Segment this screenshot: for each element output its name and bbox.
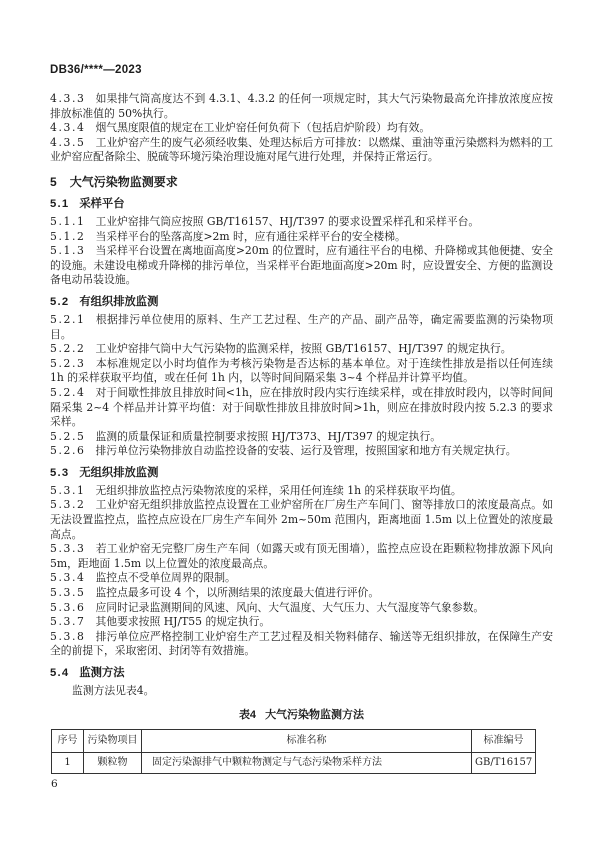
table-header-cell-pollutant: 污染物项目 — [84, 729, 142, 752]
clause-text: 排污单位污染物排放自动监控设备的安装、运行及管理，按照国家和地方有关规定执行。 — [95, 444, 517, 458]
clause-text: 工业炉窑产生的废气必须经收集、处理达标后方可排放：以燃煤、重油等重污染燃料为燃料的工业炉窑应配备除尘、脱硫等环境污染治理设施对尾气进行处理，并保持正常运行。 — [50, 135, 553, 164]
clause-text: 监测的质量保证和质量控制要求按照 HJ/T373、HJ/T397 的规定执行。 — [95, 429, 442, 443]
clause-5-3-2 — [50, 498, 553, 542]
clause-5-2-6 — [50, 444, 553, 459]
clause-number: 5.2.4 — [50, 385, 86, 399]
table-header-cell-standard-code: 标准编号 — [472, 729, 536, 752]
table-header-cell-standard-name: 标准名称 — [142, 729, 472, 752]
clause-text: 其他要求按照 HJ/T55 的规定执行。 — [95, 615, 271, 629]
heading-title: 大气污染物监测要求 — [69, 174, 178, 189]
clause-number: 4.3.4 — [50, 121, 86, 135]
clause-5-3-6 — [50, 601, 553, 616]
clause-5-2-2 — [50, 342, 553, 357]
table-header-cell-index: 序号 — [52, 729, 84, 752]
clause-text: 本标准规定以小时均值作为考核污染物是否达标的基本单位。对于连续性排放是指以任何连续 1h 的采样获取平均值，或在任何 1h 内，以等时间间隔采集 3~4 个样品并计算平均值。 — [50, 356, 553, 385]
table-4-title — [50, 708, 553, 723]
clause-number: 5.2.2 — [50, 342, 86, 356]
clause-text: 当采样平台设置在离地面高度>20m 的位置时，应有通往平台的电梯、升降梯或其他便捷、安全的设施。未建设电梯或升降梯的排污单位，当采样平台距地面高度>20m 时，应设置安全、方便的监测设备电动吊装设施。 — [50, 244, 554, 287]
table-title-text: 大气污染物监测方法 — [265, 708, 365, 721]
clause-text: 工业炉窑排气筒应按照 GB/T16157、HJ/T397 的要求设置采样孔和采样平台。 — [95, 214, 480, 228]
clause-number: 5.3.7 — [50, 615, 86, 629]
clause-number: 4.3.5 — [50, 135, 86, 149]
heading-title: 监测方法 — [79, 667, 125, 679]
clause-5-2-4 — [50, 386, 553, 430]
table-cell-index: 1 — [52, 752, 84, 773]
clause-text: 工业炉窑无组织排放监控点设置在工业炉窑所在厂房生产车间门、窗等排放口的浓度最高点。如无法设置监控点，监控点应设在厂房生产车间外 2m~50m 范围内，距离地面 1.5m 以上位置处的浓度最高点。 — [50, 498, 553, 541]
heading-title: 无组织排放监测 — [79, 466, 159, 479]
clause-number: 5.3.1 — [50, 483, 86, 497]
standard-number: DB36/****—2023 — [50, 64, 142, 76]
heading-title: 有组织排放监测 — [79, 295, 159, 308]
clause-number: 5.1.1 — [50, 214, 86, 228]
clause-text: 若工业炉窑无完整厂房生产车间（如露天或有顶无围墙），监控点应设在距颗粒物排放源下风向 5m，距地面 1.5m 以上位置处的浓度最高点。 — [50, 542, 553, 570]
clause-number: 5.3.8 — [50, 629, 86, 643]
clause-number: 4.3.3 — [50, 92, 86, 105]
table-header-row — [52, 729, 536, 752]
clause-5-3-5 — [50, 586, 553, 601]
section-5-heading — [50, 175, 553, 190]
heading-number: 5.4 — [50, 667, 70, 679]
clause-number: 5.3.6 — [50, 600, 86, 614]
clause-5-3-4 — [50, 571, 553, 586]
clause-5-1-3 — [50, 244, 553, 288]
section-5-1-heading — [50, 197, 553, 212]
clause-number: 5.1.2 — [50, 229, 86, 243]
table-row — [52, 752, 536, 773]
clause-text: 当采样平台的坠落高度>2m 时，应有通往采样平台的安全楼梯。 — [95, 229, 406, 243]
clause-5-2-3 — [50, 357, 553, 386]
clause-number: 5.3.2 — [50, 498, 86, 512]
clause-number: 5.2.3 — [50, 356, 86, 370]
page-number: 6 — [51, 778, 58, 790]
see-table-note: 监测方法见表4。 — [72, 684, 155, 697]
clause-number: 5.2.6 — [50, 444, 86, 458]
clause-4-3-4 — [50, 121, 553, 136]
section-5-4-heading — [50, 666, 553, 681]
clause-5-2-1 — [50, 313, 553, 342]
clause-number: 5.1.3 — [50, 244, 86, 258]
clause-text: 根据排污单位使用的原料、生产工艺过程、生产的产品、副产品等，确定需要监测的污染物项目。 — [50, 312, 553, 341]
heading-number: 5.2 — [50, 295, 70, 308]
table-number: 表4 — [238, 708, 257, 721]
clause-5-2-5 — [50, 430, 553, 445]
clause-5-1-1 — [50, 215, 553, 230]
clause-number: 5.3.3 — [50, 542, 86, 556]
section-5-3-heading — [50, 466, 553, 481]
table-cell-standard-name: 固定污染源排气中颗粒物测定与气态污染物采样方法 — [142, 752, 472, 773]
clause-text: 对于间歇性排放且排放时间<1h，应在排放时段内实行连续采样，或在排放时段内，以等时间间隔采集 2~4 个样品并计算平均值：对于间歇性排放且排放时间>1h，则应在排放时段内按 5.2.3 的要求采样。 — [50, 385, 553, 429]
clause-text: 排污单位应严格控制工业炉窑生产工艺过程及相关物料储存、输送等无组织排放，在保障生产安全的前提下，采取密闭、封闭等有效措施。 — [50, 629, 553, 658]
clause-text: 监控点不受单位周界的限制。 — [95, 571, 236, 585]
clause-5-3-8 — [50, 630, 553, 659]
monitoring-methods-table — [51, 729, 536, 774]
clause-4-3-3 — [50, 92, 553, 121]
clause-text: 无组织排放监控点污染物浓度的采样，采用任何连续 1h 的采样获取平均值。 — [95, 483, 462, 497]
table-cell-pollutant: 颗粒物 — [84, 752, 142, 773]
clause-text: 监控点最多可设 4 个，以所测结果的浓度最大值进行评价。 — [95, 586, 380, 600]
heading-number: 5.3 — [50, 466, 70, 479]
clause-number: 5.2.5 — [50, 429, 86, 443]
clause-text: 如果排气筒高度达不到 4.3.1、4.3.2 的任何一项规定时，其大气污染物最高允许排放浓度应按排放标准值的 50%执行。 — [50, 92, 553, 120]
clause-text: 烟气黑度限值的规定在工业炉窑任何负荷下（包括启炉阶段）均有效。 — [95, 121, 431, 135]
clause-number: 5.3.5 — [50, 586, 86, 600]
clause-5-1-2 — [50, 230, 553, 245]
document-content — [50, 92, 553, 774]
clause-5-3-1 — [50, 484, 553, 499]
clause-number: 5.3.4 — [50, 571, 86, 585]
heading-number: 5.1 — [50, 197, 70, 210]
clause-4-3-5 — [50, 136, 553, 165]
heading-title: 采样平台 — [79, 197, 125, 210]
clause-text: 应同时记录监测期间的风速、风向、大气温度、大气压力、大气湿度等气象参数。 — [95, 600, 485, 614]
section-5-2-heading — [50, 295, 553, 310]
clause-text: 工业炉窑排气筒中大气污染物的监测采样，按照 GB/T16157、HJ/T397 的规定执行。 — [95, 342, 512, 356]
heading-number: 5 — [50, 174, 57, 189]
clause-5-3-3 — [50, 542, 553, 571]
clause-5-3-7 — [50, 615, 553, 630]
table-cell-standard-code: GB/T16157 — [472, 752, 536, 773]
clause-number: 5.2.1 — [50, 312, 86, 326]
